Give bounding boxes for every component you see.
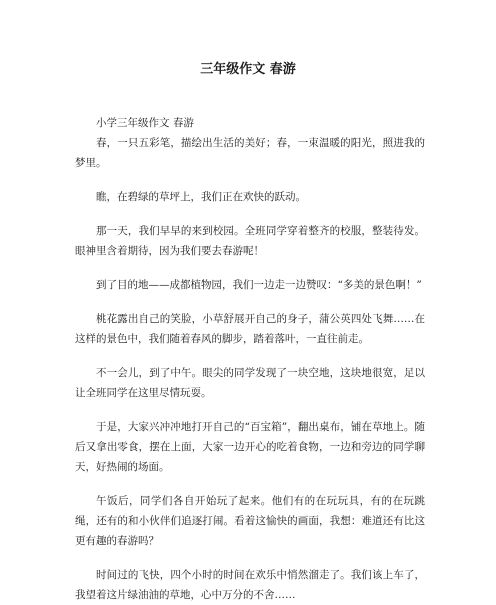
paragraph-5: 桃花露出自己的笑脸，小草舒展开自己的身子，蒲公英四处飞舞……在这样的景色中，我们随着春风的脚步，踏着落叶，一直往前走。 [75, 313, 425, 345]
paragraph-8: 午饭后，同学们各自开始玩了起来。他们有的在玩玩具，有的在玩跳绳，还有的和小伙伴们追逐打闹。看着这愉快的画面，我想：难道还有比这更有趣的春游吗？ [75, 495, 425, 547]
paragraph-9: 时间过的飞快，四个小时的时间在欢乐中悄然溜走了。我们该上车了，我望着这片绿油油的草地，心中万分的不舍…… [75, 569, 425, 601]
paragraph-3: 那一天，我们早早的来到校园。全班同学穿着整齐的校服，整装待发。眼神里含着期待，因为我们要去春游呢！ [75, 225, 425, 257]
paragraph-2: 瞧，在碧绿的草坪上，我们正在欢快的跃动。 [96, 191, 306, 203]
document-body [75, 113, 425, 605]
paragraph-7: 于是，大家兴冲冲地打开自己的“百宝箱”，翻出桌布，铺在草地上。随后又拿出零食，摆在上面，大家一边开心的吃着食物，一边和旁边的同学聊天，好热闹的场面。 [75, 421, 425, 473]
paragraph-6: 不一会儿，到了中午。眼尖的同学发现了一块空地，这块地很宽，足以让全班同学在这里尽情玩耍。 [75, 367, 425, 399]
paragraph-subtitle: 小学三年级作文 春游 [96, 117, 194, 129]
paragraph-1: 春，一只五彩笔，描绘出生活的美好；春，一束温暖的阳光，照进我的梦里。 [75, 137, 425, 169]
paragraph-4: 到了目的地——成都植物园，我们一边走一边赞叹：“多美的景色啊！” [96, 279, 422, 291]
document-title: 三年级作文 春游 [200, 62, 296, 77]
